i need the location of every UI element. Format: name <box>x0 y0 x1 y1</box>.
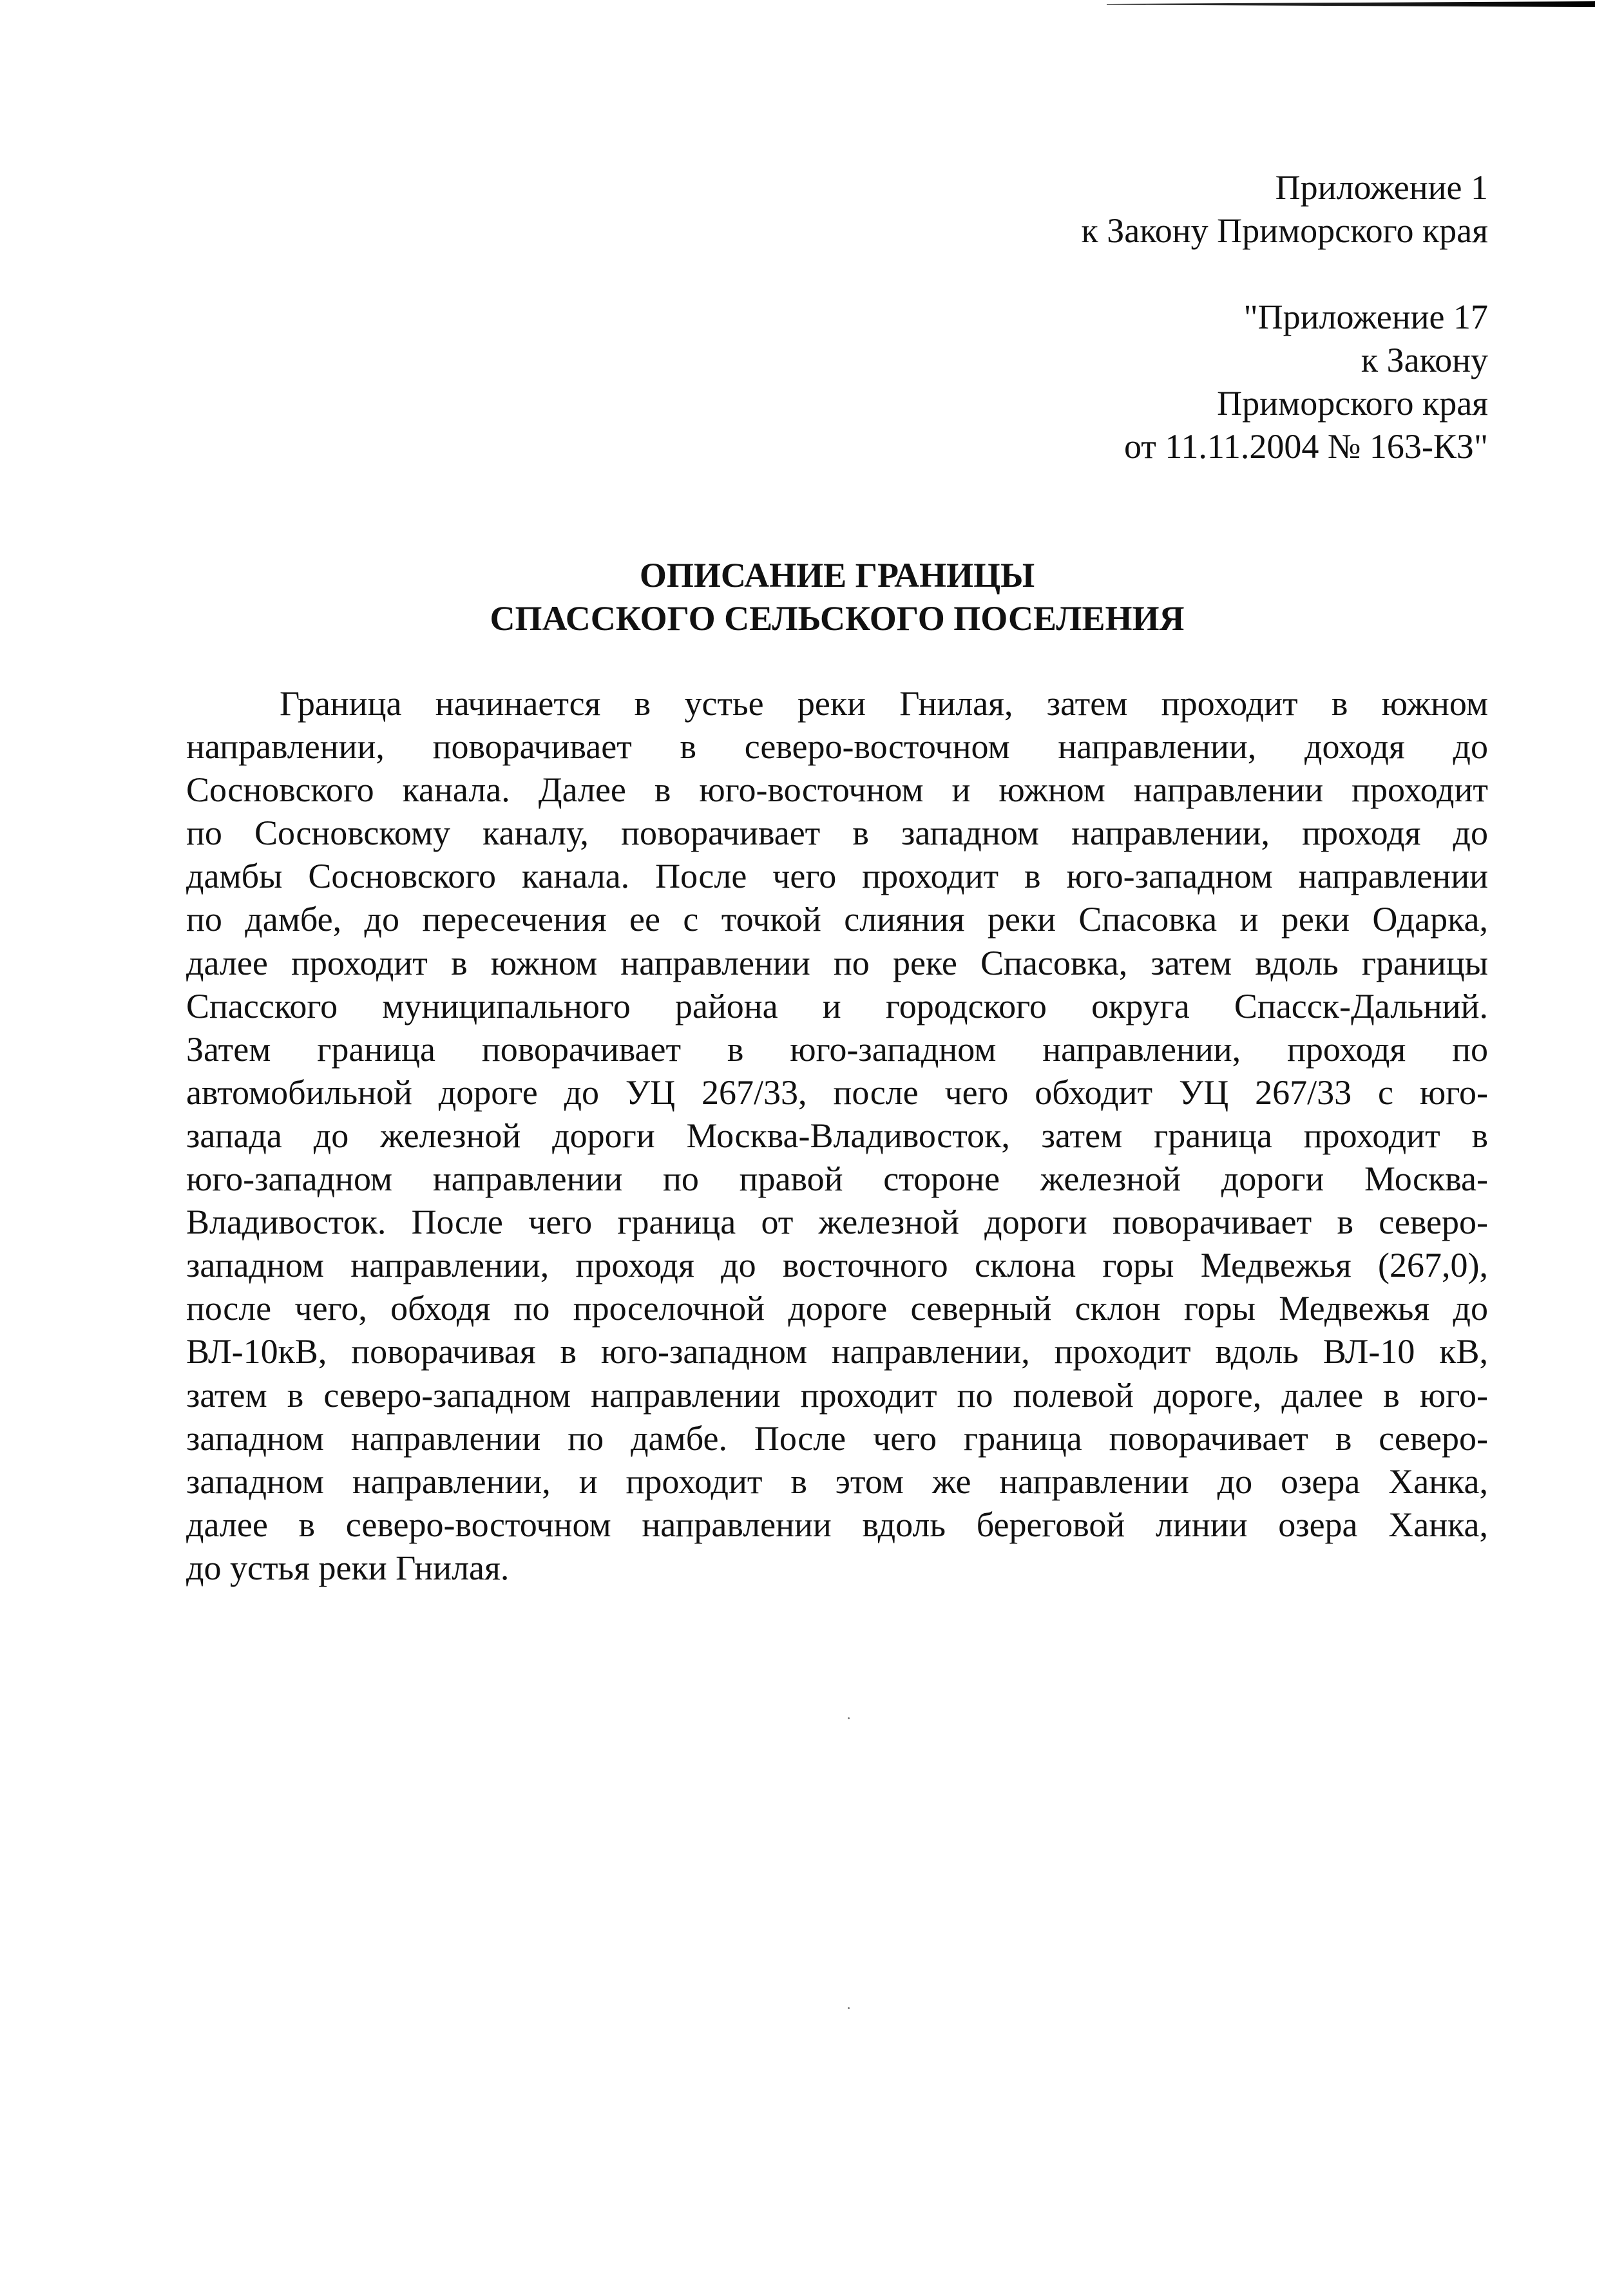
paragraph-line: запада до железной дороги Москва-Владивосток, затем граница проходит в <box>186 1116 1488 1155</box>
paragraph-line: дамбы Сосновского канала. После чего проходит в юго-западном направлении <box>186 857 1488 896</box>
paragraph-line: по дамбе, до пересечения ее с точкой слияния реки Спасовка и реки Одарка, <box>186 900 1488 939</box>
original-law-ref: к Закону <box>1361 341 1488 379</box>
paragraph-line: по Сосновскому каналу, поворачивает в западном направлении, проходя до <box>186 814 1488 853</box>
title-line-1: ОПИСАНИЕ ГРАНИЦЫ <box>639 556 1035 595</box>
paragraph-line: Спасского муниципального района и городского округа Спасск-Дальний. <box>186 986 1488 1025</box>
paragraph-line: направлении, поворачивает в северо-восточном направлении, доходя до <box>186 727 1488 767</box>
scan-speck <box>848 1717 850 1719</box>
paragraph-line: автомобильной дороге до УЦ 267/33, после чего обходит УЦ 267/33 с юго- <box>186 1073 1488 1112</box>
paragraph-line: Граница начинается в устье реки Гнилая, затем проходит в южном <box>280 684 1488 723</box>
appendix-law-ref: к Закону Приморского края <box>1081 211 1488 250</box>
paragraph-line: западном направлении по дамбе. После чего граница поворачивает в северо- <box>186 1418 1488 1458</box>
boundary-description <box>186 682 1488 1590</box>
scan-speck <box>848 2007 850 2009</box>
original-law-date-number: от 11.11.2004 № 163-КЗ" <box>1124 427 1488 466</box>
paragraph-line: Владивосток. После чего граница от железной дороги поворачивает в северо- <box>186 1203 1488 1242</box>
paragraph-line: западном направлении, проходя до восточного склона горы Медвежья (267,0), <box>186 1246 1488 1285</box>
paragraph-line: юго-западном направлении по правой стороне железной дороги Москва- <box>186 1159 1488 1199</box>
appendix-number: Приложение 1 <box>1275 168 1488 207</box>
paragraph-line: ВЛ-10кВ, поворачивая в юго-западном направлении, проходит вдоль ВЛ-10 кВ, <box>186 1332 1488 1371</box>
appendix-header <box>1081 166 1488 253</box>
original-appendix-number: "Приложение 17 <box>1243 298 1488 336</box>
paragraph-line: западном направлении, и проходит в этом же направлении до озера Ханка, <box>186 1462 1488 1501</box>
paragraph-line: Сосновского канала. Далее в юго-восточном и южном направлении проходит <box>186 770 1488 810</box>
paragraph-line: до устья реки Гнилая. <box>186 1548 510 1587</box>
paragraph-line: затем в северо-западном направлении проходит по полевой дороге, далее в юго- <box>186 1375 1488 1415</box>
original-appendix-header <box>1124 296 1488 468</box>
original-law-region: Приморского края <box>1217 384 1488 423</box>
scan-edge-line <box>1107 1 1595 7</box>
document-title <box>186 554 1488 640</box>
paragraph-line: далее проходит в южном направлении по реке Спасовка, затем вдоль границы <box>186 943 1488 982</box>
paragraph-line: после чего, обходя по проселочной дороге северный склон горы Медвежья до <box>186 1289 1488 1328</box>
paragraph-line: Затем граница поворачивает в юго-западном направлении, проходя по <box>186 1029 1488 1069</box>
paragraph-line: далее в северо-восточном направлении вдоль береговой линии озера Ханка, <box>186 1505 1488 1544</box>
title-line-2: СПАССКОГО СЕЛЬСКОГО ПОСЕЛЕНИЯ <box>490 599 1185 638</box>
